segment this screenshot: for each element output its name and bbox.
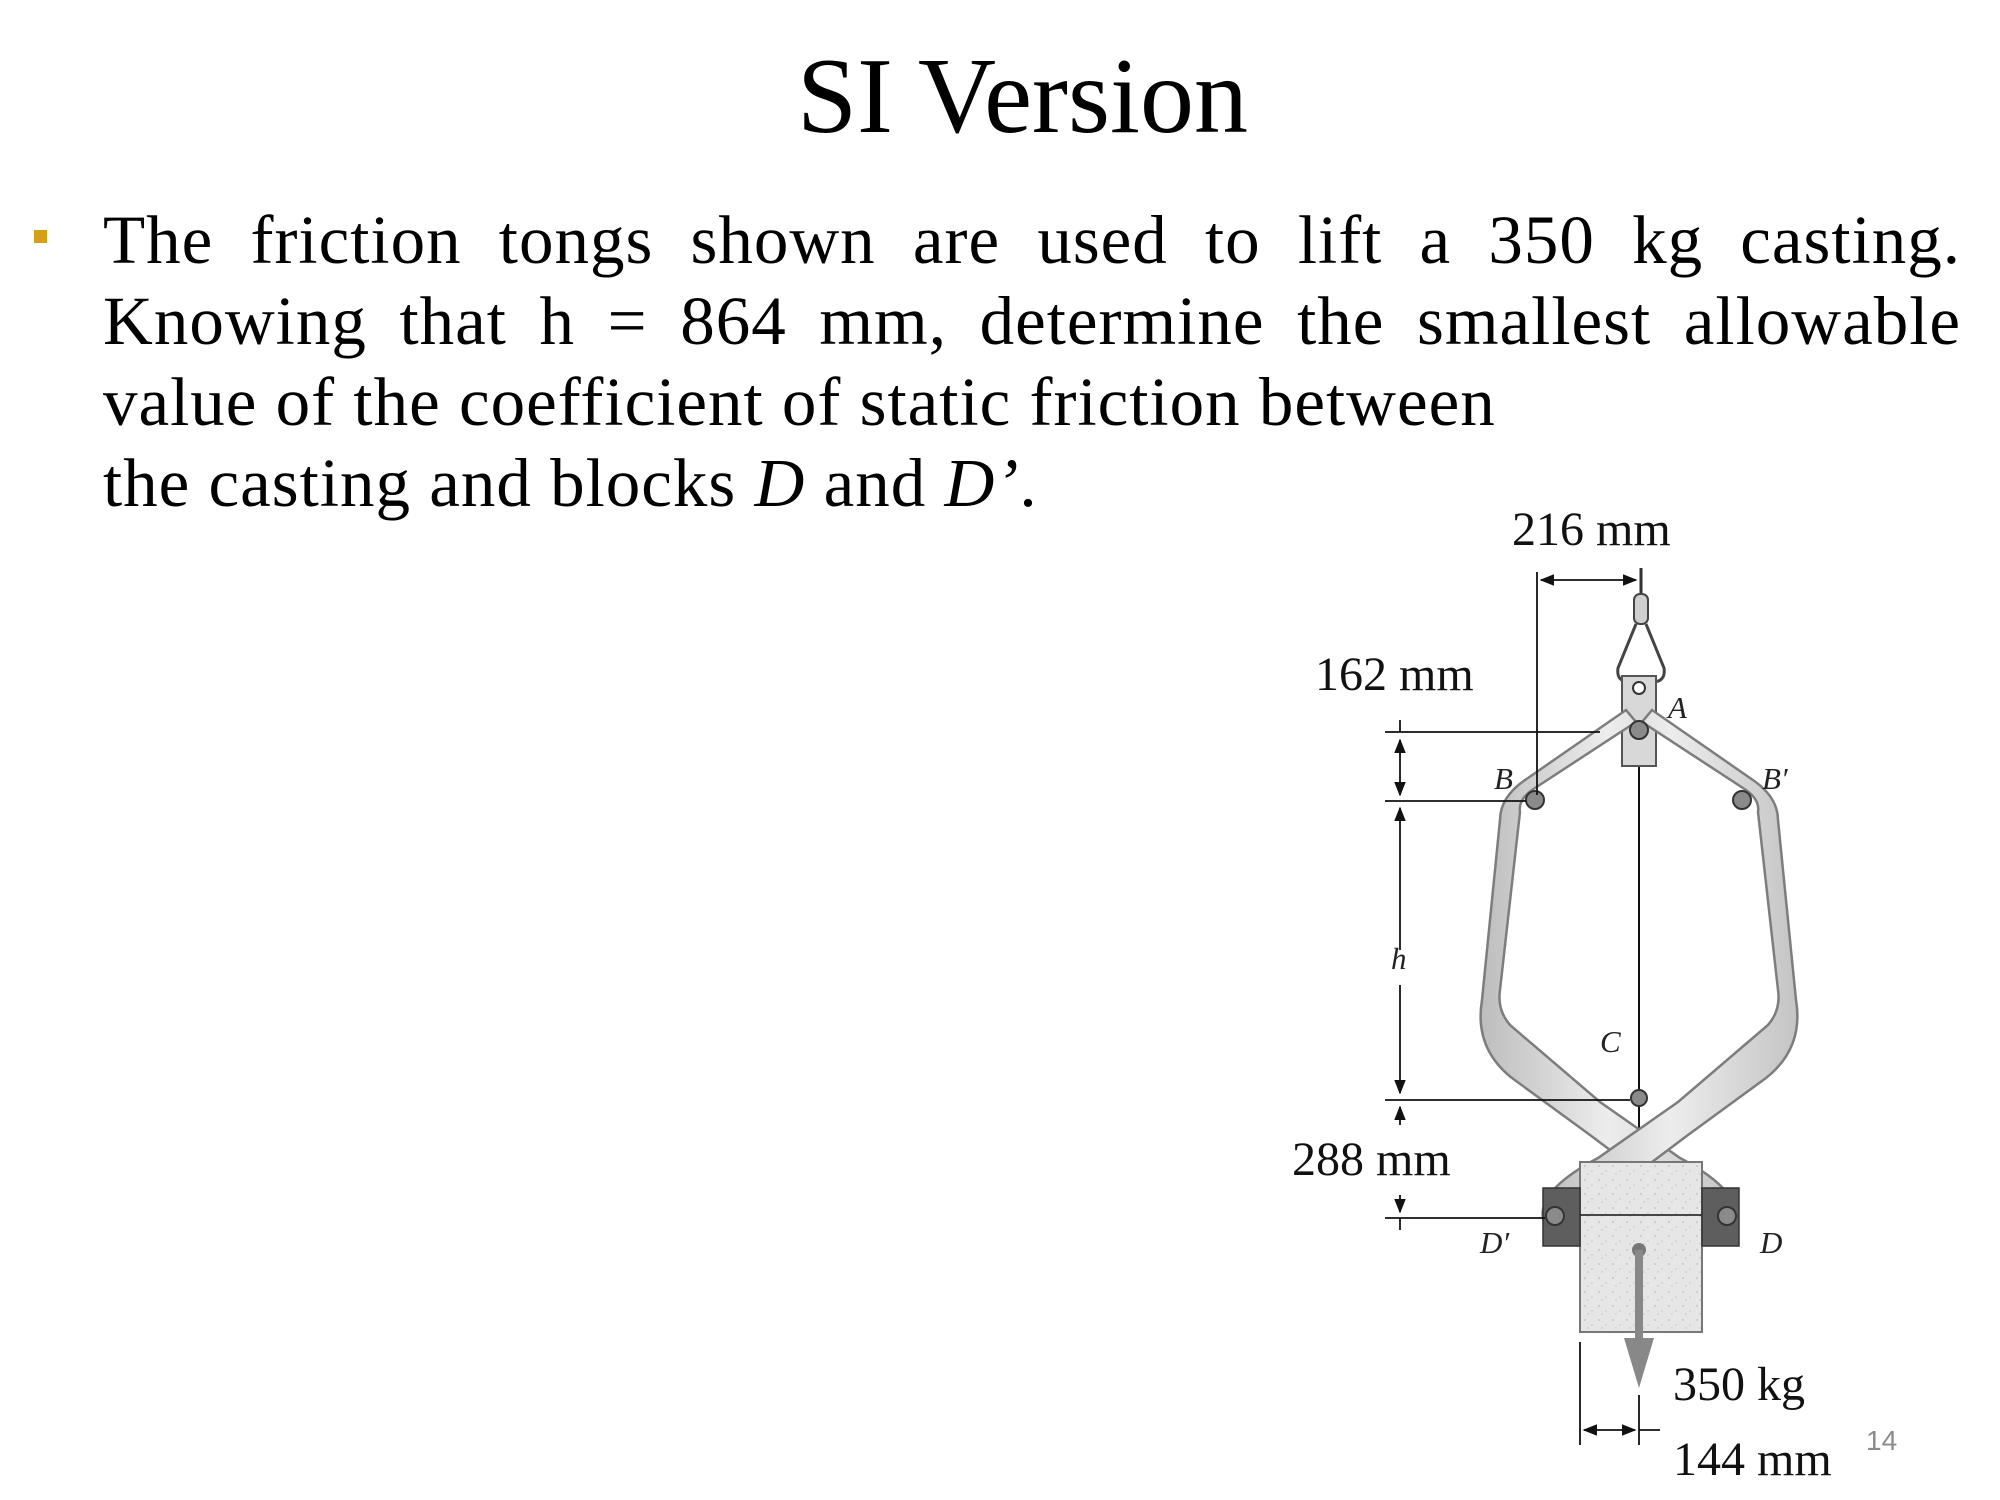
pin-a xyxy=(1630,721,1648,739)
pin-b xyxy=(1526,791,1544,809)
problem-text-and: and xyxy=(805,445,945,521)
point-a-label: A xyxy=(1668,690,1687,725)
problem-text-main: The friction tongs shown are used to lift a 350 kg casting. Knowing that h = 864 mm, determine the smallest allowable value of the coefficient of static friction between xyxy=(103,202,1961,440)
problem-label-d: D xyxy=(754,445,806,521)
pin-d xyxy=(1718,1207,1736,1225)
load-label: 350 kg xyxy=(1673,1358,1805,1411)
point-b-prime-label: B′ xyxy=(1762,761,1788,796)
problem-text-end: . xyxy=(1019,445,1038,521)
pin-d-prime xyxy=(1546,1207,1564,1225)
problem-label-d-prime: D’ xyxy=(944,445,1020,521)
point-c-label: C xyxy=(1600,1024,1621,1059)
variable-h-label: h xyxy=(1391,941,1407,976)
page-number: 14 xyxy=(1866,1425,1898,1456)
pin-c xyxy=(1631,1090,1647,1106)
point-d-prime-label: D′ xyxy=(1480,1225,1510,1260)
dimension-label-288: 288 mm xyxy=(1292,1133,1451,1186)
dimension-label-216: 216 mm xyxy=(1512,503,1671,556)
lifting-shackle xyxy=(1618,568,1665,682)
slide-title: SI Version xyxy=(796,37,1249,156)
pin-b-prime xyxy=(1733,791,1751,809)
dimension-label-162: 162 mm xyxy=(1315,648,1474,701)
dimension-label-144: 144 mm xyxy=(1673,1433,1832,1486)
problem-text-prefix: the casting and blocks xyxy=(103,445,755,521)
point-b-label: B xyxy=(1494,761,1513,796)
point-d-label: D xyxy=(1760,1225,1783,1260)
